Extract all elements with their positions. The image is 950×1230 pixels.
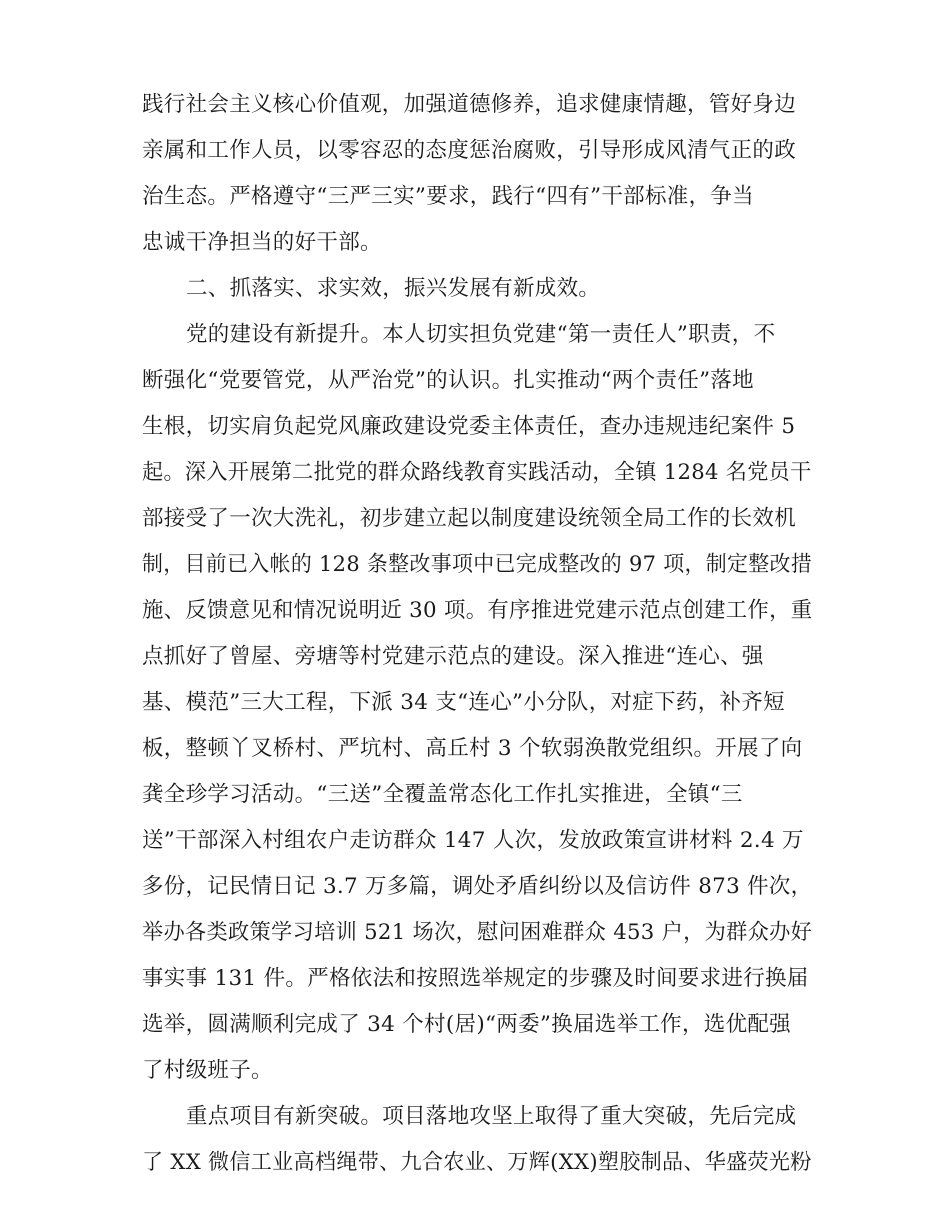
text-line: 施、反馈意见和情况说明近 30 项。有序推进党建示范点创建工作，重 [142,598,813,623]
text-line: 事实事 131 件。严格依法和按照选举规定的步骤及时间要求进行换届 [142,966,809,991]
text-line: 多份，记民情日记 3.7 万多篇，调处矛盾纠纷以及信访件 873 件次， [142,874,813,899]
text-line: 断强化“党要管党，从严治党”的认识。扎实推动“两个责任”落地 [142,368,754,393]
text-line: 党的建设有新提升。本人切实担负党建“第一责任人”职责，不 [186,322,776,347]
text-line: 基、模范”三大工程，下派 34 支“连心”小分队，对症下药，补齐短 [142,690,785,715]
text-line: 践行社会主义核心价值观，加强道德修养，追求健康情趣，管好身边 [142,92,797,117]
text-line: 了村级班子。 [142,1058,273,1083]
text-line: 重点项目有新突破。项目落地攻坚上取得了重大突破，先后完成 [186,1104,797,1129]
text-line: 起。深入开展第二批党的群众路线教育实践活动，全镇 1284 名党员干 [142,460,812,485]
text-line: 制，目前已入帐的 128 条整改事项中已完成整改的 97 项，制定整改措 [142,552,813,577]
text-line: 治生态。严格遵守“三严三实”要求，践行“四有”干部标准，争当 [142,184,754,209]
text-line: 板，整顿丫叉桥村、严坑村、高丘村 3 个软弱涣散党组织。开展了向 [142,736,803,761]
text-line: 举办各类政策学习培训 521 场次，慰问困难群众 453 户，为群众办好 [142,920,813,945]
text-line: 送”干部深入村组农户走访群众 147 人次，发放政策宣讲材料 2.4 万 [142,828,804,853]
text-line: 亲属和工作人员，以零容忍的态度惩治腐败，引导形成风清气正的政 [142,138,797,163]
text-line: 选举，圆满顺利完成了 34 个村(居)“两委”换届选举工作，选优配强 [142,1012,791,1037]
text-line: 了 XX 微信工业高档绳带、九合农业、万辉(XX)塑胶制品、华盛荧光粉 [142,1150,812,1175]
text-line: 生根，切实肩负起党风廉政建设党委主体责任，查办违规违纪案件 5 [142,414,796,439]
text-line: 部接受了一次大洗礼，初步建立起以制度建设统领全局工作的长效机 [142,506,797,531]
text-line: 点抓好了曾屋、旁塘等村党建示范点的建设。深入推进“连心、强 [142,644,764,669]
text-line: 二、抓落实、求实效，振兴发展有新成效。 [186,276,601,301]
text-line: 忠诚干净担当的好干部。 [142,230,382,255]
text-line: 龚全珍学习活动。“三送”全覆盖常态化工作扎实推进，全镇“三 [142,782,743,807]
